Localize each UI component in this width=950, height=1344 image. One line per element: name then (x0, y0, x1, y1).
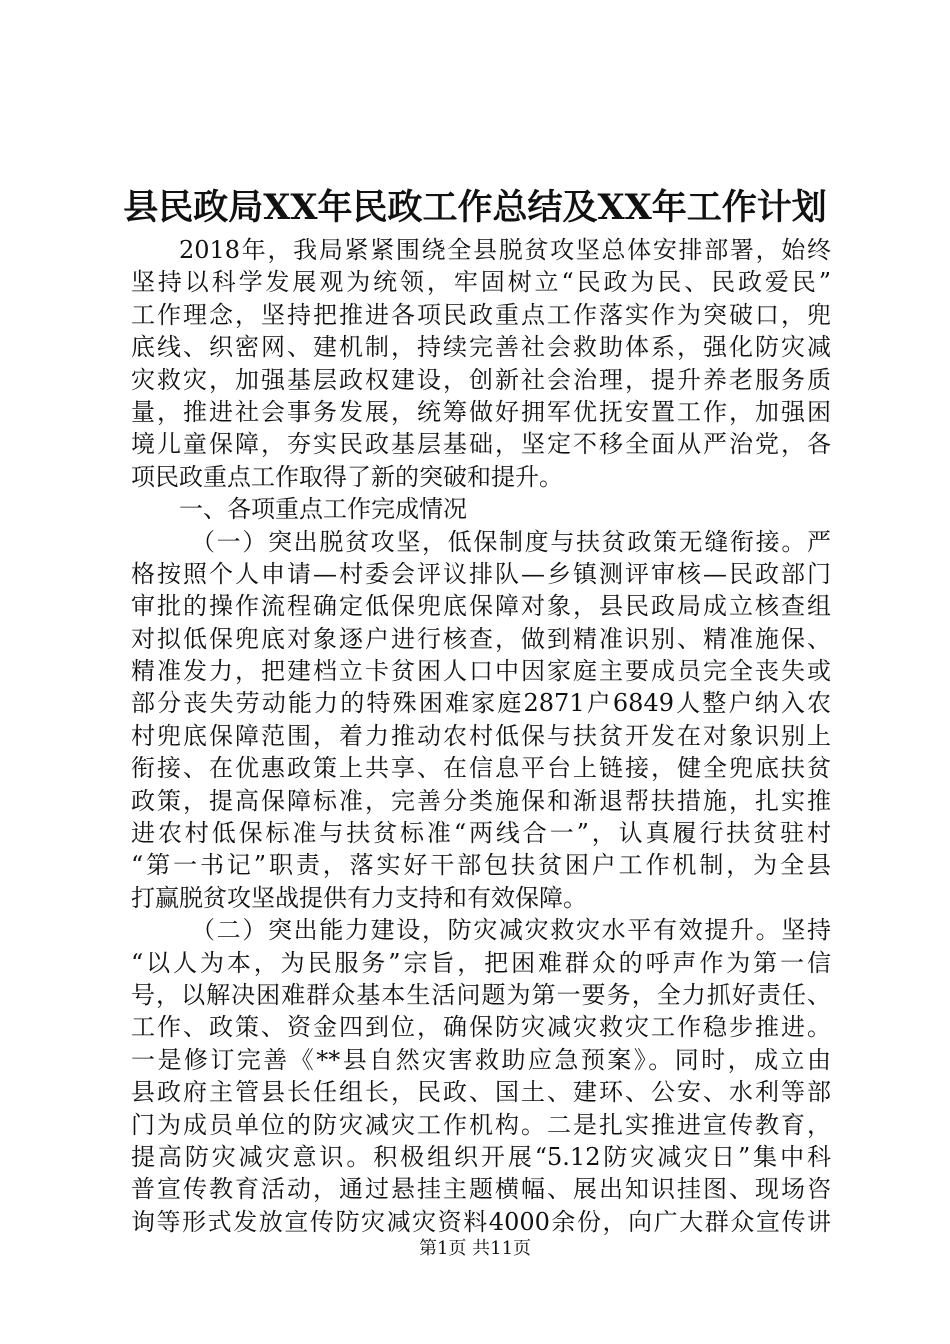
paragraph-line: 询等形式发放宣传防灾减灾资料4000余份，向广大群众宣传讲 (131, 1207, 831, 1236)
paragraph-line: 政策，提高保障标准，完善分类施保和渐退帮扶措施，扎实推 (131, 786, 831, 815)
paragraph-line: 进农村低保标准与扶贫标准“两线合一”，认真履行扶贫驻村 (131, 819, 831, 848)
paragraph-line: 审批的操作流程确定低保兜底保障对象，县民政局成立核查组 (131, 592, 831, 621)
paragraph-line: 衔接、在优惠政策上共享、在信息平台上链接，健全兜底扶贫 (131, 754, 831, 783)
paragraph-line: 村兜底保障范围，着力推动农村低保与扶贫开发在对象识别上 (131, 721, 831, 750)
paragraph-line: 号，以解决困难群众基本生活问题为第一要务，全力抓好责任、 (131, 980, 831, 1009)
paragraph-line: 对拟低保兜底对象逐户进行核查，做到精准识别、精准施保、 (131, 624, 831, 653)
paragraph-line: 量，推进社会事务发展，统筹做好拥军优抚安置工作，加强困 (131, 397, 831, 426)
paragraph-line: 县政府主管县长任组长，民政、国土、建环、公安、水利等部 (131, 1078, 831, 1107)
paragraph-line: 灾救灾，加强基层政权建设，创新社会治理，提升养老服务质 (131, 365, 831, 394)
paragraph-line: 工作理念，坚持把推进各项民政重点工作落实作为突破口，兜 (131, 300, 831, 329)
paragraph-line: “第一书记”职责，落实好干部包扶贫困户工作机制，为全县 (131, 851, 831, 880)
paragraph-line: 工作、政策、资金四到位，确保防灾减灾救灾工作稳步推进。 (131, 1013, 831, 1042)
paragraph-line: 精准发力，把建档立卡贫困人口中因家庭主要成员完全丧失或 (131, 657, 831, 686)
document-body (131, 234, 831, 1238)
paragraph-line: 境儿童保障，夯实民政基层基础，坚定不移全面从严治党，各 (131, 430, 831, 459)
paragraph-line: 部分丧失劳动能力的特殊困难家庭2871户6849人整户纳入农 (131, 689, 831, 718)
paragraph-line: 门为成员单位的防灾减灾工作机构。二是扎实推进宣传教育， (131, 1110, 831, 1139)
document-title: 县民政局XX年民政工作总结及XX年工作计划 (123, 187, 827, 228)
paragraph-line: 底线、织密网、建机制，持续完善社会救助体系，强化防灾减 (131, 333, 831, 362)
paragraph-line: 提高防灾减灾意识。积极组织开展“5.12防灾减灾日”集中科 (131, 1142, 831, 1171)
paragraph-line: 2018年，我局紧紧围绕全县脱贫攻坚总体安排部署，始终 (179, 236, 831, 264)
section-heading: 一、各项重点工作完成情况 (179, 495, 467, 524)
paragraph-line: 普宣传教育活动，通过悬挂主题横幅、展出知识挂图、现场咨 (131, 1175, 831, 1204)
paragraph-line: 坚持以科学发展观为统领，牢固树立“民政为民、民政爱民” (131, 268, 831, 297)
paragraph-line: 项民政重点工作取得了新的突破和提升。 (131, 462, 563, 491)
paragraph-line: 一是修订完善《**县自然灾害救助应急预案》。同时，成立由 (131, 1045, 831, 1074)
paragraph-line: （二）突出能力建设，防灾减灾救灾水平有效提升。坚持 (191, 916, 831, 945)
paragraph-line: （一）突出脱贫攻坚，低保制度与扶贫政策无缝衔接。严 (191, 527, 831, 556)
paragraph-line: 打赢脱贫攻坚战提供有力支持和有效保障。 (131, 883, 587, 912)
page-number: 第1页 共11页 (418, 1238, 532, 1259)
paragraph-line: 格按照个人申请—村委会评议排队—乡镇测评审核—民政部门 (131, 559, 831, 588)
paragraph-line: “以人为本，为民服务”宗旨，把困难群众的呼声作为第一信 (131, 948, 831, 977)
